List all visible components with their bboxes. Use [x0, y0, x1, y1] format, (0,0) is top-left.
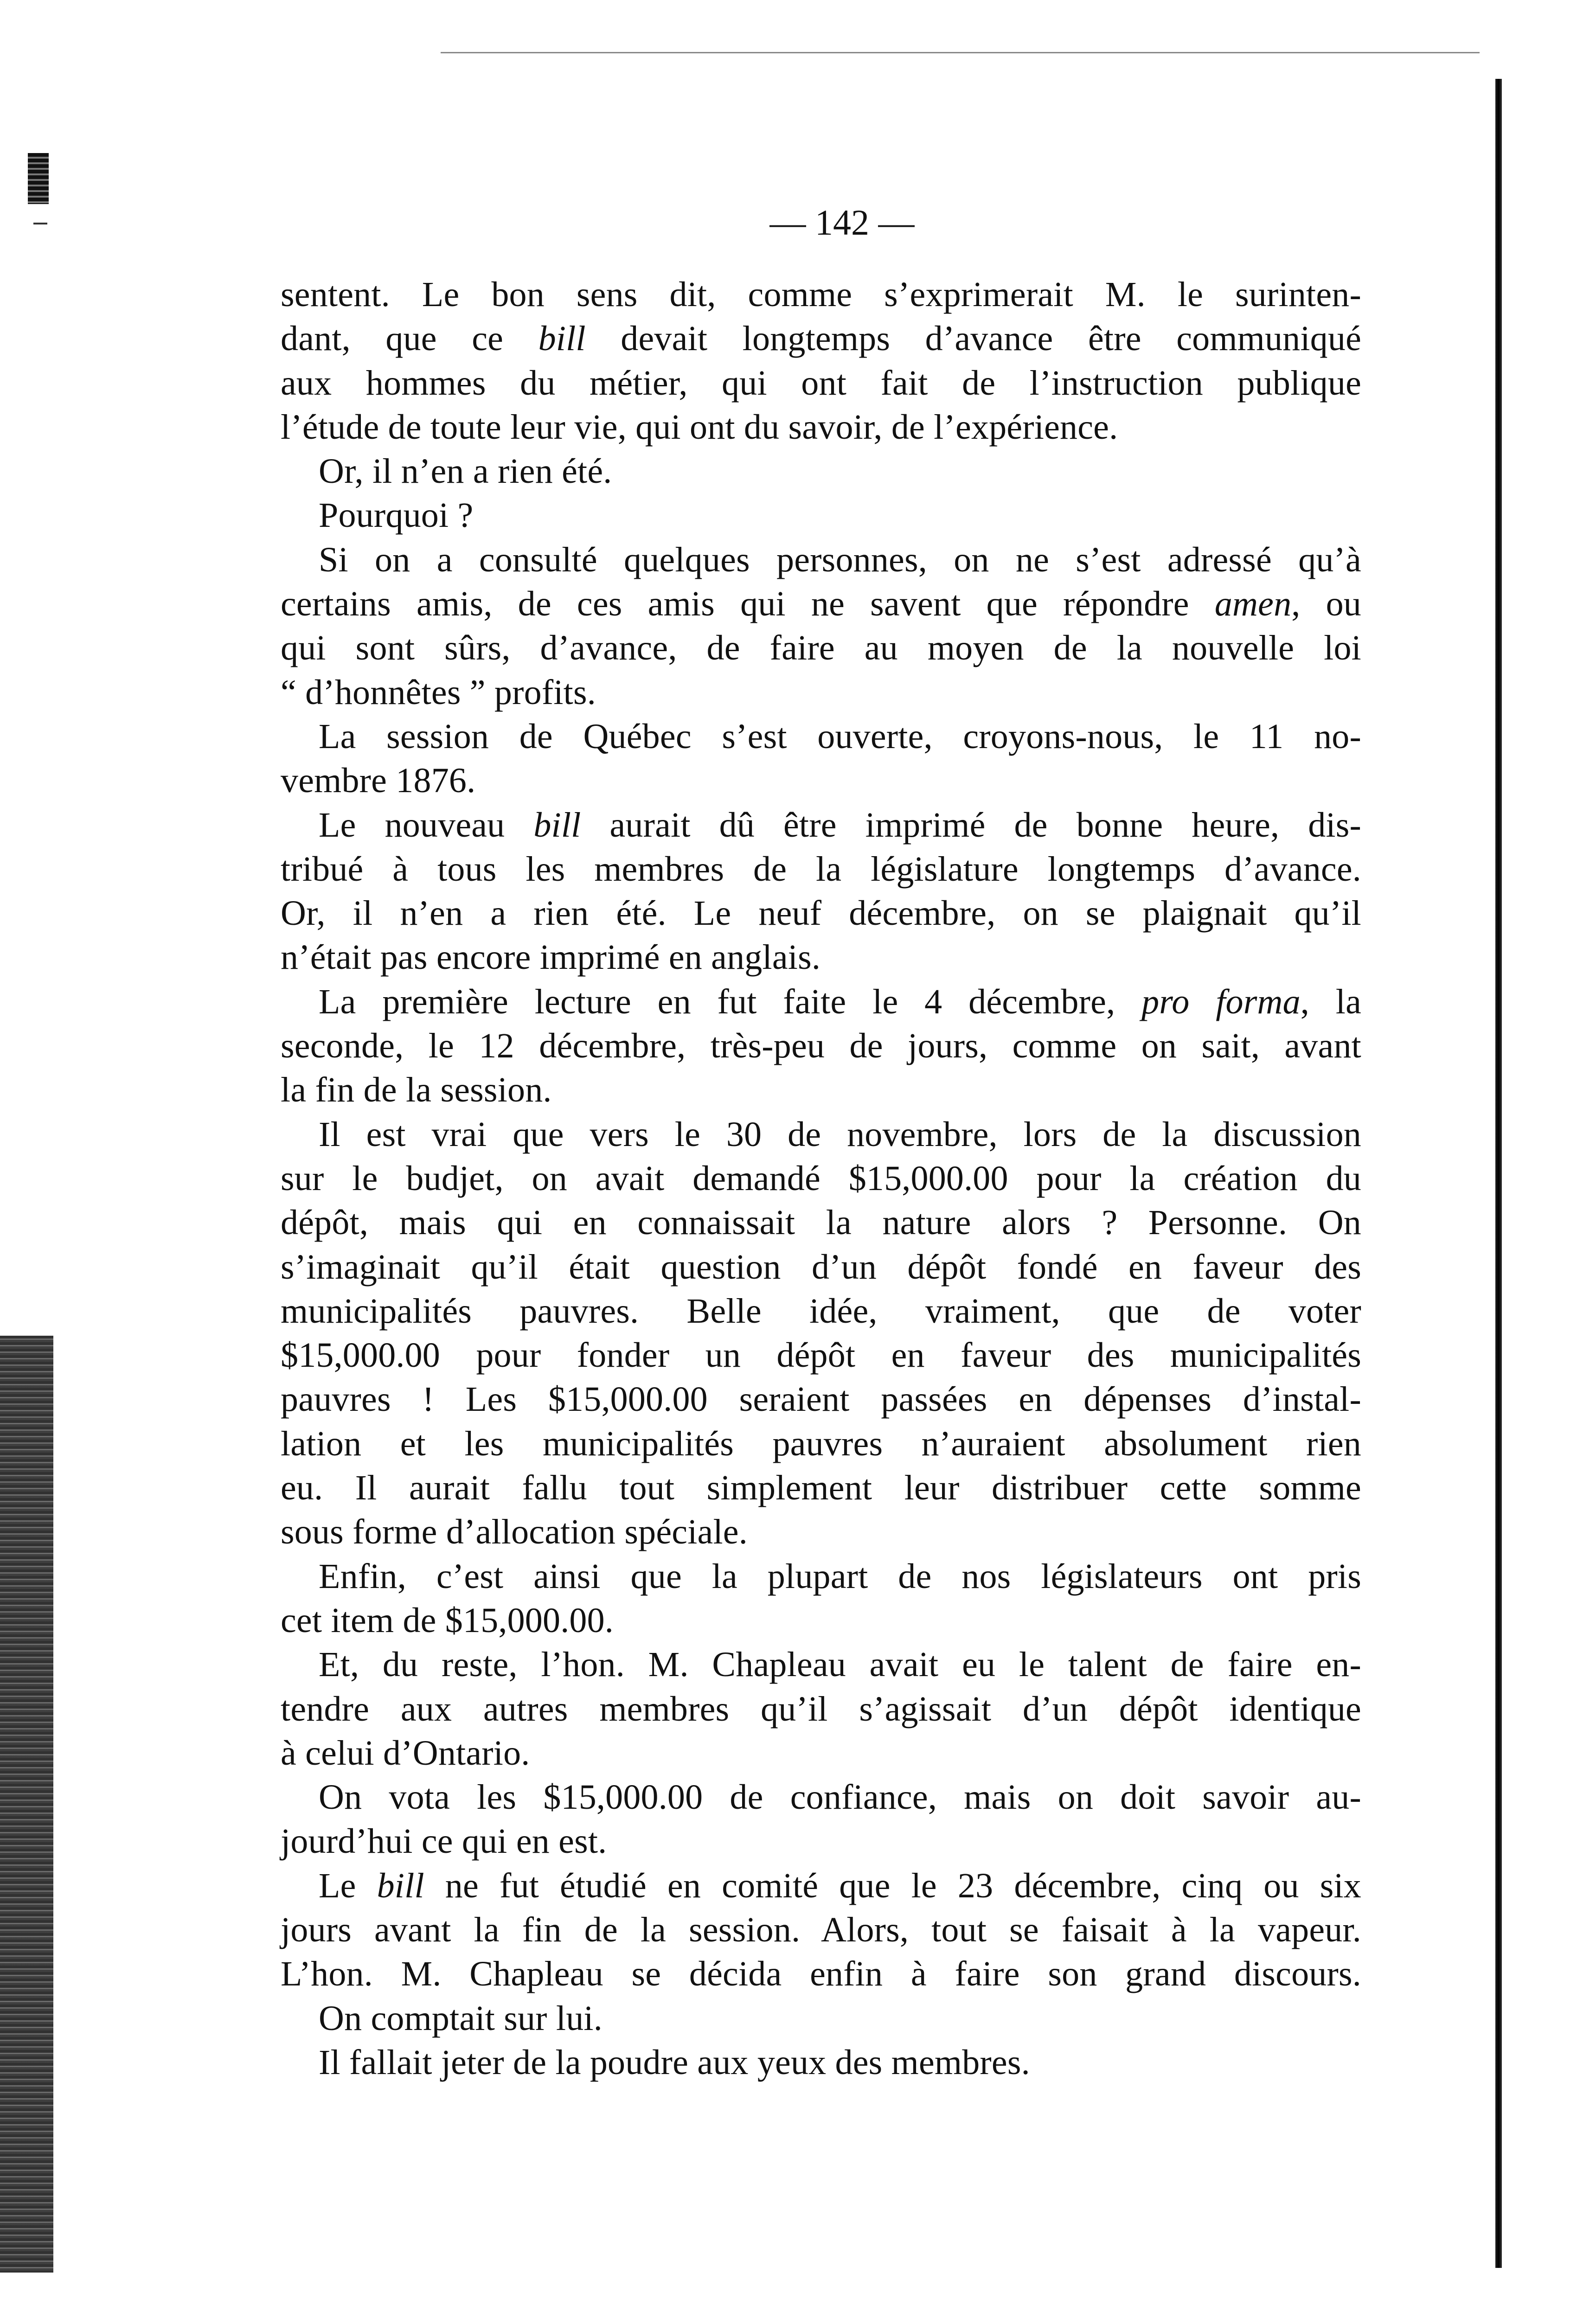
text-segment: Or, il n’en a rien été. Le neuf décembre, on se plaignait qu’il: [281, 894, 1361, 933]
text-line: [281, 361, 1361, 405]
text-segment: à celui d’Ontario.: [281, 1733, 530, 1773]
italic-word: pro forma: [1141, 982, 1301, 1021]
text-segment: Il est vrai que vers le 30 de novembre, lors de la discussion: [319, 1114, 1361, 1154]
text-segment: L’hon. M. Chapleau se décida enfin à faire son grand discours.: [281, 1954, 1361, 1994]
text-line: [281, 493, 1361, 538]
text-segment: , ou: [1291, 584, 1361, 624]
text-segment: jours avant la fin de la session. Alors, tout se faisait à la vapeur.: [281, 1910, 1361, 1949]
binding-mark: [28, 153, 49, 204]
page-number: — 142 —: [769, 202, 915, 243]
text-segment: Il fallait jeter de la poudre aux yeux des membres.: [319, 2043, 1030, 2082]
text-line: [281, 1024, 1361, 1068]
text-segment: “ d’honnêtes ” profits.: [281, 672, 596, 712]
text-segment: dépôt, mais qui en connaissait la nature alors ? Personne. On: [281, 1203, 1361, 1242]
text-line: [281, 1068, 1361, 1112]
text-line: [281, 1775, 1361, 1819]
text-line: [281, 1908, 1361, 1952]
text-line: [281, 891, 1361, 935]
text-line: [281, 273, 1361, 317]
body-text: [281, 273, 1361, 2085]
text-line: [281, 1731, 1361, 1775]
text-segment: certains amis, de ces amis qui ne savent que répondre: [281, 584, 1215, 624]
text-segment: Pourquoi ?: [319, 496, 474, 535]
text-segment: Si on a consulté quelques personnes, on ne s’est adressé qu’à: [319, 540, 1361, 579]
text-line: [281, 1466, 1361, 1510]
text-line: [281, 582, 1361, 626]
text-line: [281, 1113, 1361, 1157]
text-segment: La première lecture en fut faite le 4 décembre,: [319, 982, 1142, 1021]
text-segment: aurait dû être imprimé de bonne heure, dis-: [581, 805, 1361, 845]
text-line: [281, 1422, 1361, 1466]
text-segment: , la: [1300, 982, 1362, 1021]
text-line: [281, 538, 1361, 582]
text-line: [281, 1819, 1361, 1863]
text-line: [281, 1289, 1361, 1333]
text-line: [281, 1643, 1361, 1687]
text-segment: Or, il n’en a rien été.: [319, 452, 612, 491]
text-line: [281, 1555, 1361, 1599]
text-line: [281, 2041, 1361, 2085]
text-line: [281, 803, 1361, 847]
text-line: [281, 1333, 1361, 1377]
italic-word: bill: [377, 1866, 424, 1905]
text-segment: eu. Il aurait fallu tout simplement leur distribuer cette somme: [281, 1468, 1361, 1508]
text-segment: Enfin, c’est ainsi que la plupart de nos législateurs ont pris: [319, 1556, 1361, 1596]
text-line: [281, 671, 1361, 715]
text-segment: tribué à tous les membres de la législature longtemps d’avance.: [281, 849, 1361, 889]
text-line: [281, 847, 1361, 891]
text-line: [281, 1245, 1361, 1289]
text-segment: qui sont sûrs, d’avance, de faire au moyen de la nouvelle loi: [281, 628, 1361, 668]
right-edge-rule: [1495, 79, 1502, 2268]
text-line: [281, 1157, 1361, 1201]
text-segment: l’étude de toute leur vie, qui ont du savoir, de l’expérience.: [281, 407, 1118, 447]
text-line: [281, 1997, 1361, 2041]
text-line: [281, 1377, 1361, 1422]
text-segment: vembre 1876.: [281, 761, 476, 800]
italic-word: amen: [1214, 584, 1292, 624]
text-line: [281, 715, 1361, 759]
text-segment: Le: [319, 1866, 377, 1905]
text-line: [281, 980, 1361, 1024]
text-line: [281, 1599, 1361, 1643]
text-line: [281, 935, 1361, 980]
text-segment: sur le budjet, on avait demandé $15,000.00 pour la création du: [281, 1159, 1361, 1198]
text-segment: On comptait sur lui.: [319, 1998, 603, 2038]
text-segment: Le nouveau: [319, 805, 534, 845]
text-line: [281, 1952, 1361, 1996]
text-line: [281, 1510, 1361, 1554]
text-segment: $15,000.00 pour fonder un dépôt en faveur des municipalités: [281, 1336, 1361, 1375]
text-segment: s’imaginait qu’il était question d’un dépôt fondé en faveur des: [281, 1247, 1361, 1287]
text-segment: dant, que ce: [281, 319, 538, 359]
text-segment: aux hommes du métier, qui ont fait de l’instruction publique: [281, 363, 1361, 403]
text-segment: sous forme d’allocation spéciale.: [281, 1512, 748, 1552]
text-line: [281, 405, 1361, 449]
text-line: [281, 1687, 1361, 1731]
text-line: [281, 1864, 1361, 1908]
text-line: [281, 626, 1361, 670]
text-segment: Et, du reste, l’hon. M. Chapleau avait eu le talent de faire en-: [319, 1645, 1361, 1684]
text-segment: cet item de $15,000.00.: [281, 1601, 614, 1640]
text-line: [281, 317, 1361, 361]
text-segment: la fin de la session.: [281, 1070, 552, 1110]
text-line: [281, 1201, 1361, 1245]
text-line: [281, 759, 1361, 803]
text-segment: La session de Québec s’est ouverte, croyons-nous, le 11 no-: [319, 717, 1361, 756]
italic-word: bill: [538, 319, 586, 359]
top-scan-line: [441, 52, 1480, 53]
text-segment: pauvres ! Les $15,000.00 seraient passées en dépenses d’instal-: [281, 1380, 1361, 1419]
text-segment: ne fut étudié en comité que le 23 décembre, cinq ou six: [424, 1866, 1361, 1905]
text-segment: devait longtemps d’avance être communiqué: [585, 319, 1361, 359]
text-segment: On vota les $15,000.00 de confiance, mais on doit savoir au-: [319, 1778, 1361, 1817]
text-segment: municipalités pauvres. Belle idée, vraiment, que de voter: [281, 1291, 1361, 1331]
text-segment: jourd’hui ce qui en est.: [281, 1822, 607, 1861]
text-line: [281, 449, 1361, 493]
text-segment: lation et les municipalités pauvres n’auraient absolument rien: [281, 1424, 1361, 1463]
text-segment: tendre aux autres membres qu’il s’agissait d’un dépôt identique: [281, 1689, 1361, 1729]
text-segment: n’était pas encore imprimé en anglais.: [281, 938, 821, 977]
binding-shadow: [0, 1336, 53, 2273]
text-segment: sentent. Le bon sens dit, comme s’exprimerait M. le surinten-: [281, 275, 1361, 314]
text-segment: seconde, le 12 décembre, très-peu de jours, comme on sait, avant: [281, 1026, 1361, 1066]
italic-word: bill: [533, 805, 581, 845]
